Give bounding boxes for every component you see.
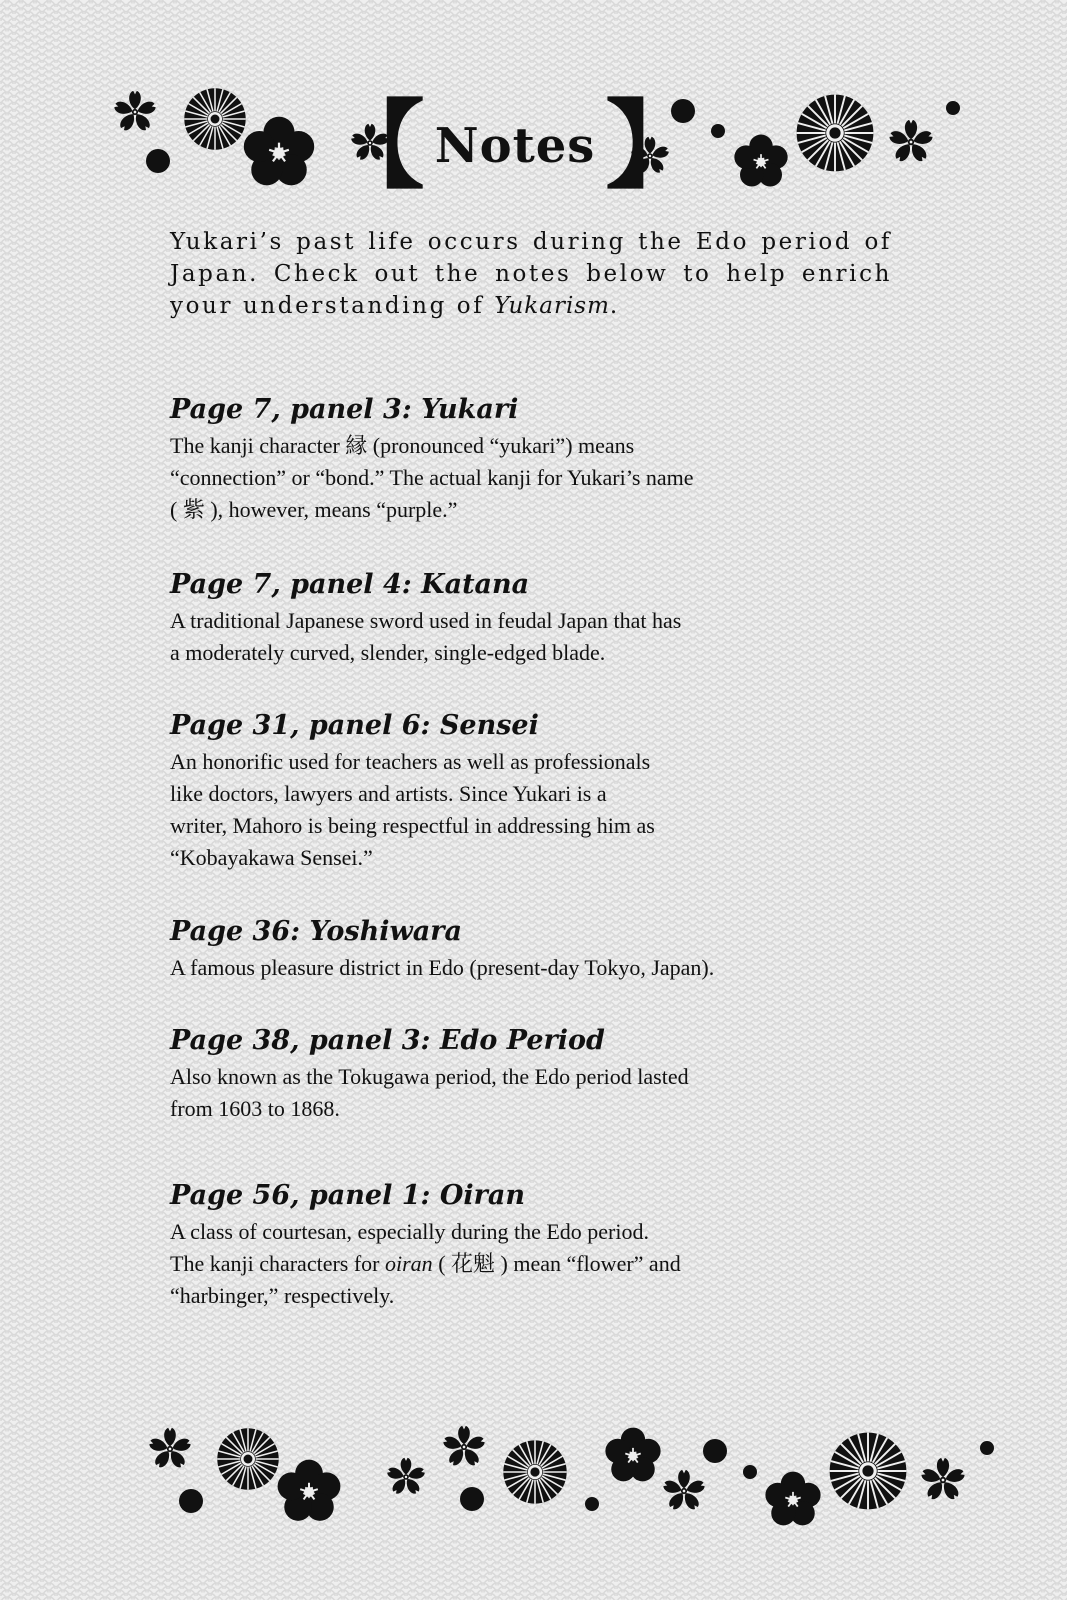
note-heading: Page 56, panel 1: Oiran (170, 1180, 526, 1211)
note-item (170, 392, 910, 526)
dot-icon (585, 1497, 599, 1511)
note-line: A class of courtesan, especially during the Edo period. (170, 1219, 649, 1244)
sakura-icon (386, 1458, 426, 1496)
note-heading: Page 31, panel 6: Sensei (170, 710, 539, 741)
sakura-icon (113, 91, 157, 133)
note-line: like doctors, lawyers and artists. Since Yukari is a (170, 781, 607, 806)
note-body (170, 1061, 910, 1125)
note-body (170, 1216, 910, 1312)
note-heading: Page 36: Yoshiwara (170, 916, 462, 947)
note-body (170, 430, 910, 526)
plum-blossom-icon (278, 1460, 341, 1521)
chrysanthemum-icon (217, 1428, 278, 1489)
note-item (170, 1178, 910, 1312)
dot-icon (980, 1441, 994, 1455)
note-item (170, 567, 910, 669)
chrysanthemum-icon (503, 1440, 566, 1503)
sakura-icon (888, 120, 934, 164)
plum-blossom-icon (605, 1428, 660, 1482)
note-heading: Page 7, panel 4: Katana (170, 569, 530, 600)
note-emphasis: oiran (385, 1251, 433, 1276)
chrysanthemum-icon (830, 1433, 907, 1510)
note-body (170, 746, 910, 874)
note-line: Also known as the Tokugawa period, the Edo period lasted (170, 1064, 689, 1089)
dot-icon (146, 149, 170, 173)
note-line: a moderately curved, slender, single-edged blade. (170, 640, 606, 665)
note-line: “connection” or “bond.” The actual kanji for Yukari’s name (170, 465, 694, 490)
dot-icon (179, 1489, 203, 1513)
dot-icon (460, 1487, 484, 1511)
note-item (170, 914, 910, 984)
page-title: Notes (434, 118, 596, 174)
intro-paragraph (170, 226, 892, 322)
plum-blossom-icon (734, 135, 787, 187)
dot-icon (711, 124, 725, 138)
plum-blossom-icon (244, 117, 314, 186)
note-item (170, 1023, 910, 1125)
note-body (170, 605, 910, 669)
note-heading: Page 7, panel 3: Yukari (170, 394, 519, 425)
sakura-icon (662, 1470, 706, 1512)
note-heading: Page 38, panel 3: Edo Period (170, 1025, 605, 1056)
note-body (170, 952, 910, 984)
note-line: writer, Mahoro is being respectful in addressing him as (170, 813, 655, 838)
intro-emphasis: Yukarism (494, 293, 610, 319)
plum-blossom-icon (765, 1472, 820, 1526)
sakura-icon (442, 1426, 486, 1468)
note-line: An honorific used for teachers as well as professionals (170, 749, 651, 774)
note-line: “harbinger,” respectively. (170, 1283, 395, 1308)
note-line: A famous pleasure district in Edo (present-day Tokyo, Japan). (170, 955, 715, 980)
note-line: The kanji character 縁 (pronounced “yukari”) means (170, 433, 635, 458)
sakura-icon (148, 1428, 192, 1470)
notes-title-block (328, 89, 702, 202)
bottom-floral-border (0, 1415, 1067, 1535)
note-line: from 1603 to 1868. (170, 1096, 340, 1121)
note-item (170, 708, 910, 874)
sakura-icon (920, 1458, 966, 1502)
note-line: The kanji characters for (170, 1251, 385, 1276)
title-bracket-right: 】 (605, 89, 702, 202)
note-line: “Kobayakawa Sensei.” (170, 845, 373, 870)
note-line: A traditional Japanese sword used in feudal Japan that has (170, 608, 682, 633)
note-line: ( 紫 ), however, means “purple.” (170, 497, 458, 522)
intro-text: Yukari’s past life occurs during the Edo period of Japan. Check out the notes below to help enrich your understanding of (170, 229, 892, 319)
title-bracket-left: 【 (328, 89, 425, 202)
intro-end: . (609, 293, 620, 319)
chrysanthemum-icon (797, 95, 874, 172)
dot-icon (703, 1439, 727, 1463)
dot-icon (946, 101, 960, 115)
dot-icon (743, 1465, 757, 1479)
note-line: ( 花魁 ) mean “flower” and (432, 1251, 681, 1276)
chrysanthemum-icon (184, 88, 245, 149)
